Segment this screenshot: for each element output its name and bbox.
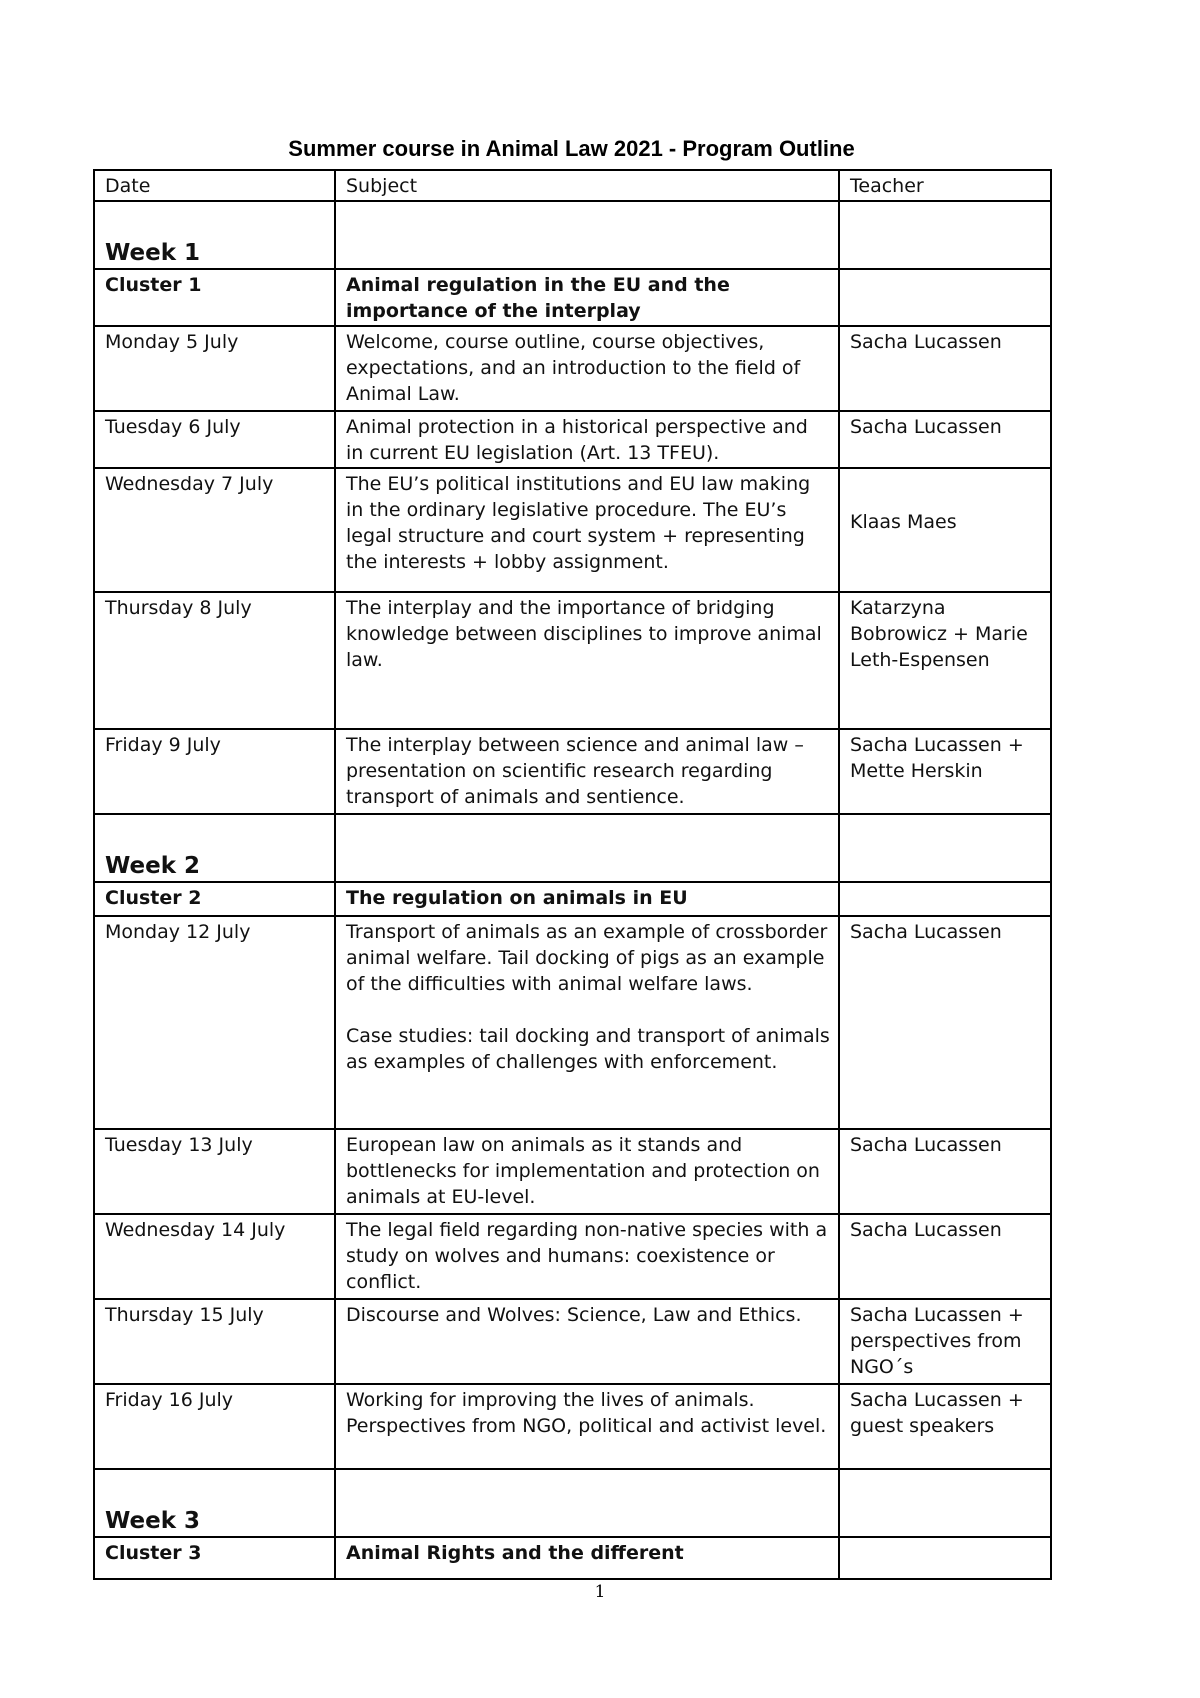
session-subject: The legal field regarding non-native species with a study on wolves and humans: coexistence or conflict.	[335, 1214, 839, 1299]
week-label: Week 3	[105, 1508, 201, 1534]
empty-cell	[335, 1469, 839, 1537]
session-date: Monday 5 July	[94, 326, 335, 411]
table-row	[94, 326, 1051, 411]
week-row	[94, 1469, 1051, 1537]
week-cell	[94, 814, 335, 882]
column-header-date: Date	[94, 170, 335, 201]
cluster-subject: Animal Rights and the different	[335, 1537, 839, 1579]
session-date: Friday 16 July	[94, 1384, 335, 1469]
session-subject: The interplay between science and animal law – presentation on scientific research regarding transport of animals and sentience.	[335, 729, 839, 814]
session-teacher: Klaas Maes	[839, 468, 1051, 592]
column-header-teacher: Teacher	[839, 170, 1051, 201]
session-subject: The interplay and the importance of bridging knowledge between disciplines to improve animal law.	[335, 592, 839, 729]
empty-cell	[335, 814, 839, 882]
session-date: Monday 12 July	[94, 916, 335, 1129]
cluster-label: Cluster 2	[94, 882, 335, 916]
session-date: Friday 9 July	[94, 729, 335, 814]
column-header-subject: Subject	[335, 170, 839, 201]
cluster-row	[94, 269, 1051, 326]
session-teacher: Sacha Lucassen + perspectives from NGO´s	[839, 1299, 1051, 1384]
empty-cell	[839, 1537, 1051, 1579]
week-cell	[94, 201, 335, 269]
cluster-label: Cluster 3	[94, 1537, 335, 1579]
session-date: Thursday 15 July	[94, 1299, 335, 1384]
session-teacher: Sacha Lucassen	[839, 326, 1051, 411]
session-subject-paragraph: Transport of animals as an example of crossborder animal welfare. Tail docking of pigs as an example of the difficulties with animal welfare laws.	[346, 921, 828, 995]
session-date: Tuesday 13 July	[94, 1129, 335, 1214]
session-subject	[335, 916, 839, 1129]
table-row	[94, 1384, 1051, 1469]
cluster-subject: The regulation on animals in EU	[335, 882, 839, 916]
table-row	[94, 729, 1051, 814]
table-row	[94, 592, 1051, 729]
week-label: Week 2	[105, 853, 201, 879]
session-date: Tuesday 6 July	[94, 411, 335, 468]
cluster-subject: Animal regulation in the EU and the importance of the interplay	[335, 269, 839, 326]
session-subject: The EU’s political institutions and EU law making in the ordinary legislative procedure. The EU’s legal structure and court system + representing the interests + lobby assignment.	[335, 468, 839, 592]
session-teacher: Sacha Lucassen	[839, 1214, 1051, 1299]
session-subject: Discourse and Wolves: Science, Law and Ethics.	[335, 1299, 839, 1384]
page-title: Summer course in Animal Law 2021 - Program Outline	[288, 136, 855, 161]
empty-cell	[335, 201, 839, 269]
week-cell	[94, 1469, 335, 1537]
week-row	[94, 201, 1051, 269]
session-date: Wednesday 7 July	[94, 468, 335, 592]
program-outline-table	[93, 169, 1052, 1580]
session-subject: Working for improving the lives of animals. Perspectives from NGO, political and activist level.	[335, 1384, 839, 1469]
table-row	[94, 1214, 1051, 1299]
cluster-label: Cluster 1	[94, 269, 335, 326]
session-subject: European law on animals as it stands and bottlenecks for implementation and protection on animals at EU-level.	[335, 1129, 839, 1214]
table-row	[94, 468, 1051, 592]
page-number: 1	[594, 1582, 606, 1602]
session-teacher: Sacha Lucassen	[839, 411, 1051, 468]
table-row	[94, 1129, 1051, 1214]
session-teacher: Sacha Lucassen	[839, 916, 1051, 1129]
session-date: Thursday 8 July	[94, 592, 335, 729]
session-subject: Animal protection in a historical perspective and in current EU legislation (Art. 13 TFEU).	[335, 411, 839, 468]
cluster-row	[94, 1537, 1051, 1579]
empty-cell	[839, 269, 1051, 326]
table-row	[94, 1299, 1051, 1384]
week-label: Week 1	[105, 240, 201, 266]
session-teacher: Sacha Lucassen + guest speakers	[839, 1384, 1051, 1469]
table-row	[94, 916, 1051, 1129]
session-teacher: Katarzyna Bobrowicz + Marie Leth-Espensen	[839, 592, 1051, 729]
table-header-row	[94, 170, 1051, 201]
session-subject-paragraph: Case studies: tail docking and transport of animals as examples of challenges with enforcement.	[346, 1025, 830, 1073]
table-row	[94, 411, 1051, 468]
empty-cell	[839, 882, 1051, 916]
session-subject: Welcome, course outline, course objectives, expectations, and an introduction to the field of Animal Law.	[335, 326, 839, 411]
session-teacher: Sacha Lucassen + Mette Herskin	[839, 729, 1051, 814]
empty-cell	[839, 814, 1051, 882]
cluster-row	[94, 882, 1051, 916]
session-date: Wednesday 14 July	[94, 1214, 335, 1299]
session-teacher: Sacha Lucassen	[839, 1129, 1051, 1214]
week-row	[94, 814, 1051, 882]
empty-cell	[839, 201, 1051, 269]
empty-cell	[839, 1469, 1051, 1537]
